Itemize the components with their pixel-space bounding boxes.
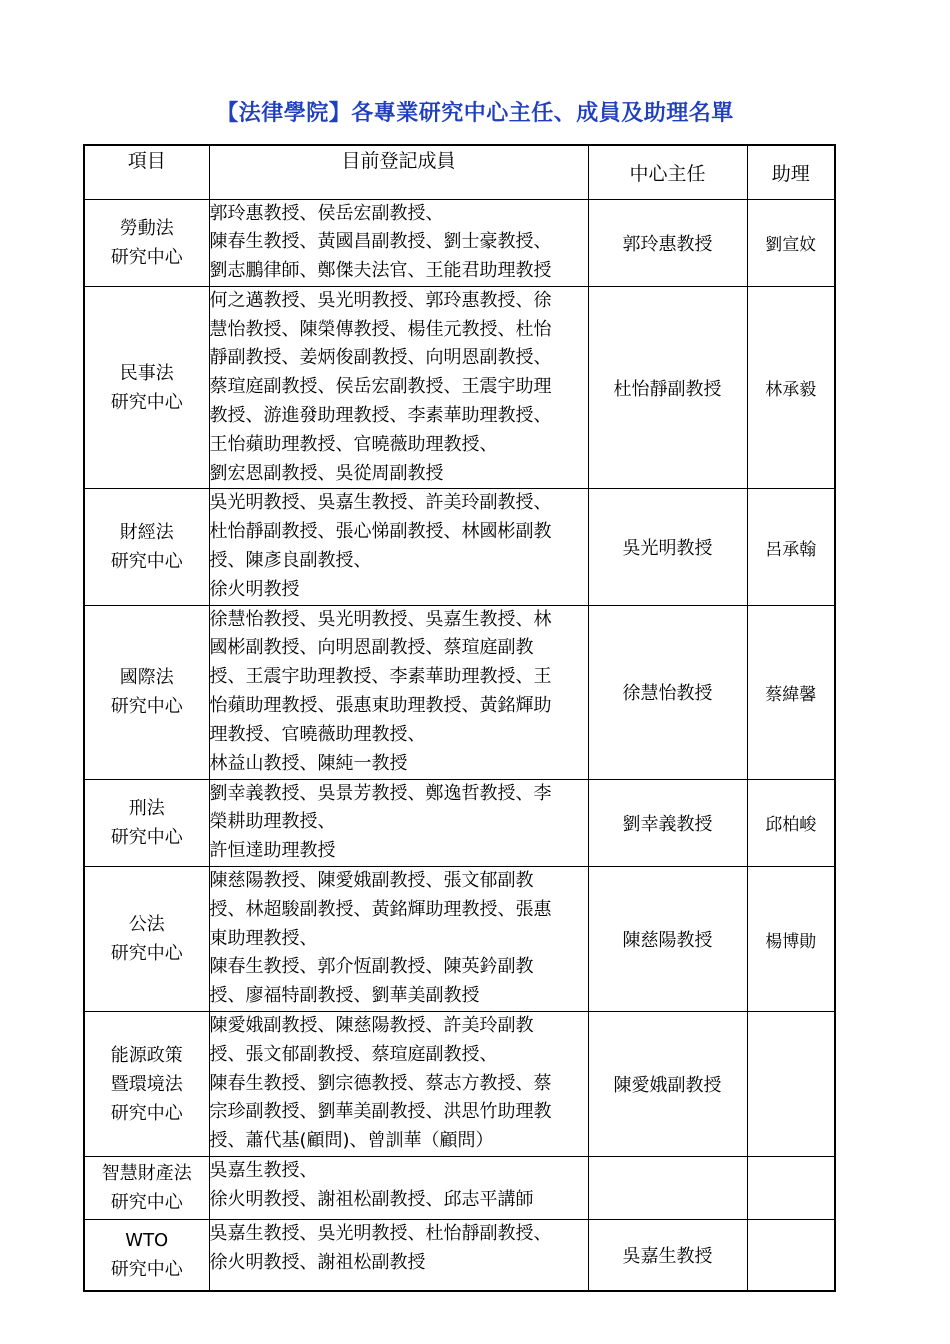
members-line: 吳光明教授、吳嘉生教授、許美玲副教授、 <box>209 492 552 514</box>
members-cell <box>209 1220 588 1291</box>
members-line: 國彬副教授、向明恩副教授、蔡瑄庭副教 <box>209 637 534 659</box>
members-line: 徐慧怡教授、吳光明教授、吳嘉生教授、林 <box>209 608 552 630</box>
center-name-line: 研究中心 <box>110 826 183 848</box>
table-row <box>84 489 835 605</box>
assistant-cell: 呂承翰 <box>747 489 835 605</box>
members-line: 吳嘉生教授、吳光明教授、杜怡靜副教授、 <box>209 1223 552 1245</box>
members-line: 杜怡靜副教授、張心悌副教授、林國彬副教 <box>209 521 552 543</box>
table-row <box>84 779 835 866</box>
members-line: 劉宏恩副教授、吳從周副教授 <box>209 462 444 484</box>
director-cell: 徐慧怡教授 <box>588 605 747 779</box>
members-line: 劉幸義教授、吳景芳教授、鄭逸哲教授、李 <box>209 782 552 804</box>
document-title: 【法律學院】各專業研究中心主任、成員及助理名單 <box>216 100 734 126</box>
center-name-line: 研究中心 <box>110 943 183 965</box>
director-cell <box>588 1157 747 1220</box>
center-name-line: 研究中心 <box>110 551 183 573</box>
assistant-cell <box>747 1220 835 1291</box>
members-line: 宗珍副教授、劉華美副教授、洪思竹助理教 <box>209 1101 552 1123</box>
members-line: 授、林超駿副教授、黃銘輝助理教授、張惠 <box>209 898 552 920</box>
center-name-line: 研究中心 <box>110 391 183 413</box>
center-name-cell <box>84 286 209 489</box>
assistant-cell: 林承毅 <box>747 286 835 489</box>
director-cell: 吳光明教授 <box>588 489 747 605</box>
members-cell <box>209 1157 588 1220</box>
header-director: 中心主任 <box>588 145 747 199</box>
members-line: 授、蕭代基(顧問)、曾訓華（顧問） <box>209 1130 494 1152</box>
center-name-line: 研究中心 <box>110 1102 183 1124</box>
center-name-line: 研究中心 <box>110 1258 183 1280</box>
members-cell <box>209 779 588 866</box>
header-row <box>84 145 835 199</box>
center-name-line: 研究中心 <box>110 696 183 718</box>
members-line: 陳慈陽教授、陳愛娥副教授、張文郁副教 <box>209 870 534 892</box>
table-body <box>84 199 835 1291</box>
center-name-cell <box>84 867 209 1012</box>
center-name-cell <box>84 1012 209 1157</box>
header-members: 目前登記成員 <box>209 145 588 199</box>
members-cell <box>209 286 588 489</box>
members-line: 榮耕助理教授、 <box>209 811 336 833</box>
center-name-line: 研究中心 <box>110 1192 183 1214</box>
research-center-table <box>83 144 836 1292</box>
center-name-cell <box>84 199 209 286</box>
assistant-cell: 劉宣妏 <box>747 199 835 286</box>
header-assistant: 助理 <box>747 145 835 199</box>
center-name-line: 勞動法 <box>119 217 174 239</box>
members-line: 陳春生教授、黃國昌副教授、劉士豪教授、 <box>209 231 552 253</box>
members-line: 授、王震宇助理教授、李素華助理教授、王 <box>209 666 552 688</box>
assistant-cell <box>747 1157 835 1220</box>
center-name-line: 國際法 <box>119 667 174 689</box>
members-line: 陳愛娥副教授、陳慈陽教授、許美玲副教 <box>209 1015 534 1037</box>
members-line: 許恒達助理教授 <box>209 840 336 862</box>
members-line: 東助理教授、 <box>209 927 318 949</box>
members-line: 王怡蘋助理教授、官曉薇助理教授、 <box>209 433 498 455</box>
members-line: 授、張文郁副教授、蔡瑄庭副教授、 <box>209 1043 498 1065</box>
members-line: 怡蘋助理教授、張惠東助理教授、黃銘輝助 <box>209 695 552 717</box>
center-name-line: 民事法 <box>119 362 174 384</box>
table-row <box>84 867 835 1012</box>
director-cell: 陳慈陽教授 <box>588 867 747 1012</box>
center-name-cell <box>84 1220 209 1291</box>
members-line: 徐火明教授、謝祖松副教授、邱志平講師 <box>209 1188 534 1210</box>
center-name-line: 能源政策 <box>110 1044 183 1066</box>
table-row <box>84 605 835 779</box>
center-name-line: 財經法 <box>119 522 174 544</box>
center-name-line: 智慧財產法 <box>101 1163 192 1185</box>
header-item: 項目 <box>84 145 209 199</box>
center-name-line: 公法 <box>128 914 165 936</box>
members-line: 陳春生教授、劉宗德教授、蔡志方教授、蔡 <box>209 1072 552 1094</box>
members-line: 吳嘉生教授、 <box>209 1160 318 1182</box>
table-row <box>84 1012 835 1157</box>
center-name-line: 研究中心 <box>110 246 183 268</box>
assistant-cell <box>747 1012 835 1157</box>
center-name-cell <box>84 605 209 779</box>
members-cell <box>209 605 588 779</box>
table-row <box>84 1157 835 1220</box>
center-name-line: WTO <box>125 1229 169 1251</box>
center-name-line: 刑法 <box>128 797 165 819</box>
table-row <box>84 1220 835 1291</box>
assistant-cell: 邱柏峻 <box>747 779 835 866</box>
director-cell: 吳嘉生教授 <box>588 1220 747 1291</box>
assistant-cell: 楊博勛 <box>747 867 835 1012</box>
director-cell: 劉幸義教授 <box>588 779 747 866</box>
members-line: 理教授、官曉薇助理教授、 <box>209 723 426 745</box>
members-cell <box>209 489 588 605</box>
members-cell <box>209 1012 588 1157</box>
members-line: 教授、游進發助理教授、李素華助理教授、 <box>209 405 552 427</box>
table-row <box>84 286 835 489</box>
center-name-cell <box>84 1157 209 1220</box>
assistant-cell: 蔡緯馨 <box>747 605 835 779</box>
members-line: 蔡瑄庭副教授、侯岳宏副教授、王震宇助理 <box>209 376 552 398</box>
members-line: 徐火明教授 <box>209 578 300 600</box>
members-line: 慧怡教授、陳榮傳教授、楊佳元教授、杜怡 <box>209 318 552 340</box>
members-line: 林益山教授、陳純一教授 <box>209 752 408 774</box>
members-line: 授、陳彥良副教授、 <box>209 550 372 572</box>
members-cell <box>209 199 588 286</box>
director-cell: 郭玲惠教授 <box>588 199 747 286</box>
center-name-cell <box>84 779 209 866</box>
members-line: 陳春生教授、郭介恆副教授、陳英鈐副教 <box>209 956 534 978</box>
members-line: 何之邁教授、吳光明教授、郭玲惠教授、徐 <box>209 289 552 311</box>
members-line: 郭玲惠教授、侯岳宏副教授、 <box>209 202 444 224</box>
director-cell: 陳愛娥副教授 <box>588 1012 747 1157</box>
director-cell: 杜怡靜副教授 <box>588 286 747 489</box>
members-line: 徐火明教授、謝祖松副教授 <box>209 1251 426 1273</box>
members-line: 授、廖福特副教授、劉華美副教授 <box>209 985 480 1007</box>
members-cell <box>209 867 588 1012</box>
members-line: 靜副教授、姜炳俊副教授、向明恩副教授、 <box>209 347 552 369</box>
members-line: 劉志鵬律師、鄭傑夫法官、王能君助理教授 <box>209 260 552 282</box>
center-name-cell <box>84 489 209 605</box>
center-name-line: 暨環境法 <box>110 1073 183 1095</box>
table-row <box>84 199 835 286</box>
